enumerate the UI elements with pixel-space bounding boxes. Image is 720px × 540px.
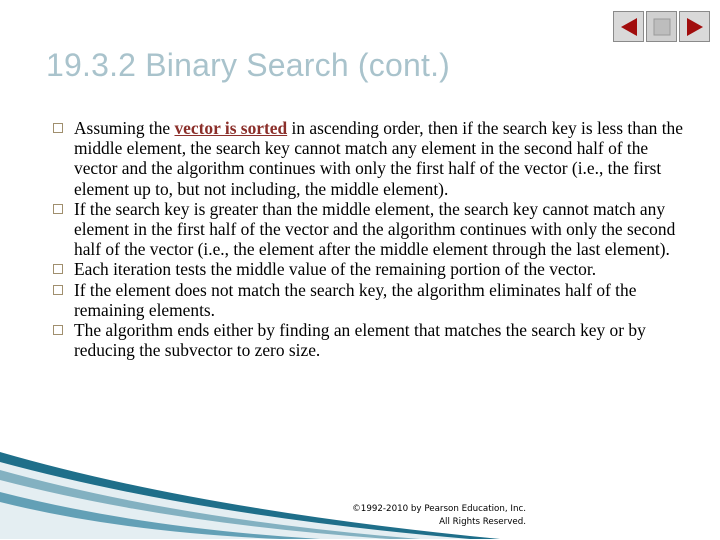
triangle-left-icon [618, 16, 640, 38]
bullet-text: If the search key is greater than the middle element, the search key cannot match any element in the first half of the vector and the algorithm continues with only the second half of the vector (i.e., the element after the middle element through the last element). [74, 198, 676, 260]
bullet-item [52, 259, 687, 279]
bullet-square-icon [53, 325, 63, 335]
bullet-item [52, 199, 687, 260]
bullet-text: The algorithm ends either by finding an element that matches the search key or by reducing the subvector to zero size. [74, 320, 646, 361]
bullet-square-icon [53, 123, 63, 133]
stop-slideshow-button[interactable] [646, 11, 677, 42]
bullet-text: Each iteration tests the middle value of the remaining portion of the vector. [74, 259, 597, 280]
bullet-item [52, 118, 687, 199]
bullet-text-before: Assuming the [74, 118, 175, 138]
bullet-square-icon [53, 264, 63, 274]
square-stop-icon [651, 16, 673, 38]
bullet-square-icon [53, 204, 63, 214]
copyright-line: ©1992-2010 by Pearson Education, Inc. [352, 504, 526, 514]
bullet-item [52, 280, 687, 320]
highlighted-term: vector is sorted [174, 118, 288, 138]
previous-slide-button[interactable] [613, 11, 644, 42]
bullet-item [52, 320, 687, 360]
slide-title: 19.3.2 Binary Search (cont.) [46, 47, 451, 83]
next-slide-button[interactable] [679, 11, 710, 42]
bullet-text-after: in ascending order, then if the search key is less than the middle element, the search key cannot match any element in the second half of the vector and the algorithm continues with only the first half of the vector (i.e., the first element up to, but not including, the middle element). [74, 118, 683, 199]
slide-navigation [613, 11, 710, 42]
bullet-text: If the element does not match the search key, the algorithm eliminates half of the remaining elements. [74, 279, 637, 320]
bullet-square-icon [53, 285, 63, 295]
rights-line: All Rights Reserved. [439, 517, 526, 527]
copyright-footer [300, 503, 526, 529]
bullet-list [52, 118, 687, 360]
triangle-right-icon [684, 16, 706, 38]
